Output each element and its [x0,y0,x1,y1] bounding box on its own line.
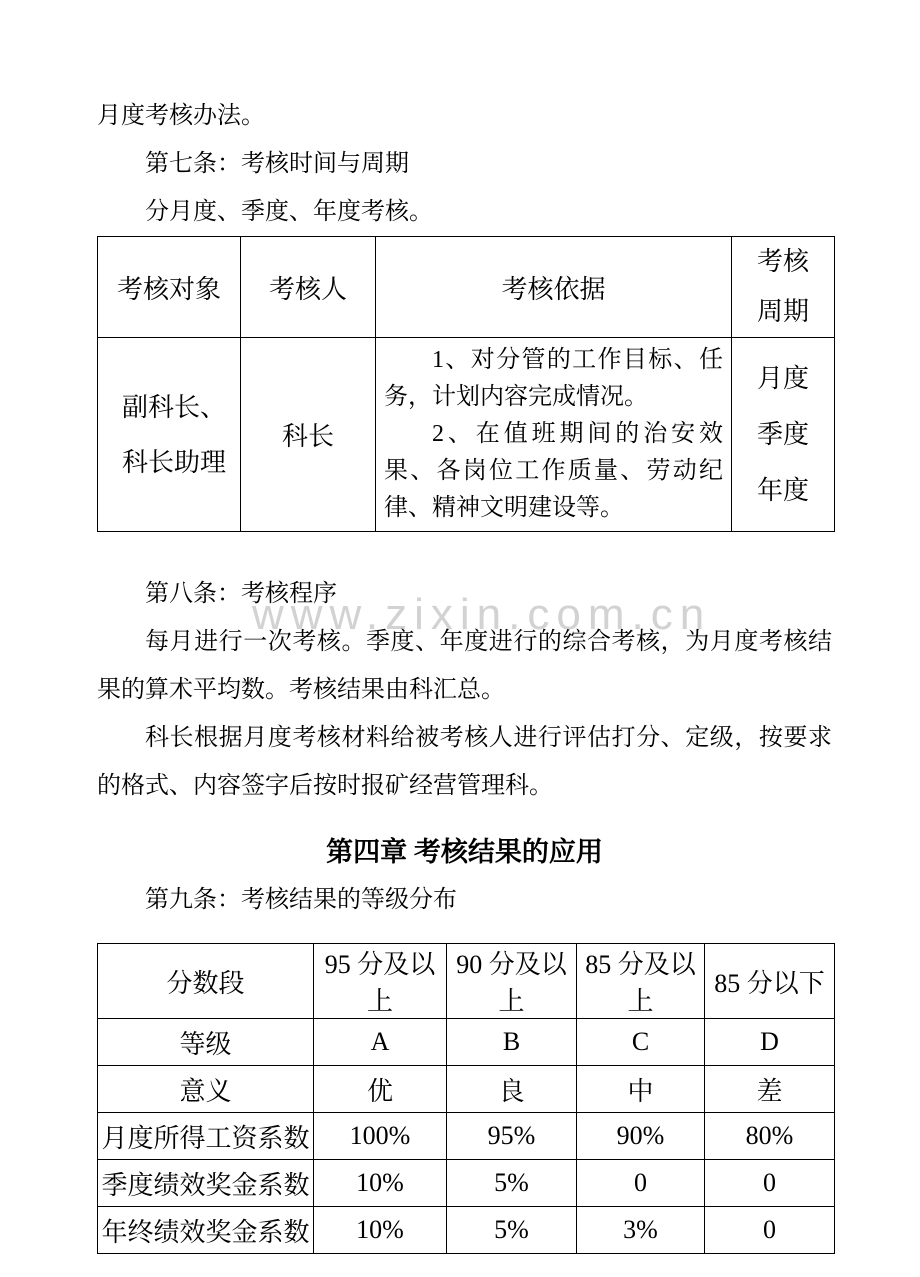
meaning-poor: 差 [705,1066,835,1113]
grade-a: A [314,1019,447,1066]
target-line-1: 副科长、 [122,392,227,422]
wage-coef-c: 90% [577,1113,705,1160]
grade-c: C [577,1019,705,1066]
watermark-text: www.zixin.com.cn [252,590,712,639]
row-label: 月度所得工资系数 [98,1113,314,1160]
table1-cell-basis [376,338,732,532]
meaning-medium: 中 [577,1066,705,1113]
qbonus-coef-d: 0 [705,1160,835,1207]
article7-heading: 第七条：考核时间与周期 [145,151,409,177]
grade-distribution-table [97,943,835,1254]
chapter4-title: 第四章 考核结果的应用 [326,837,603,867]
grade-d: D [705,1019,835,1066]
qbonus-coef-c: 0 [577,1160,705,1207]
band-85-up: 85 分及以上 [577,944,705,1019]
wage-coef-d: 80% [705,1113,835,1160]
table2-corner-header: 分数段 [98,944,314,1019]
article9-heading: 第九条：考核结果的等级分布 [145,887,457,913]
target-line-2: 科长助理 [122,447,227,477]
qbonus-coef-a: 10% [314,1160,447,1207]
table1-cell-cycle [732,338,835,532]
ybonus-coef-c: 3% [577,1207,705,1254]
band-85-down: 85 分以下 [705,944,835,1019]
table1-cell-target [98,338,241,532]
table1-header-row [98,237,835,338]
table2-row-grade [98,1019,835,1066]
document-content [0,92,920,1254]
ybonus-coef-d: 0 [705,1207,835,1254]
row-label: 季度绩效奖金系数 [98,1160,314,1207]
ybonus-coef-a: 10% [314,1207,447,1254]
meaning-excellent: 优 [314,1066,447,1113]
wage-coef-b: 95% [447,1113,577,1160]
article8-para2: 科长根据月度考核材料给被考核人进行评估打分、定级，按要求的格式、内容签字后按时报矿经营管理科。 [97,725,832,799]
cycle-monthly: 月度 [756,363,809,393]
meaning-good: 良 [447,1066,577,1113]
assessment-cycle-table [97,236,835,532]
basis-item-1: 1、对分管的工作目标、任务，计划内容完成情况。 [384,347,723,410]
article7-body: 分月度、季度、年度考核。 [145,199,433,225]
table1-header-assessor: 考核人 [241,237,376,338]
table2-header-row [98,944,835,1019]
table1-header-target: 考核对象 [98,237,241,338]
table1-header-cycle [732,237,835,338]
grade-b: B [447,1019,577,1066]
table2-row-meaning [98,1066,835,1113]
row-label: 年终绩效奖金系数 [98,1207,314,1254]
qbonus-coef-b: 5% [447,1160,577,1207]
band-95-up: 95 分及以上 [314,944,447,1019]
intro-line: 月度考核办法。 [97,103,265,129]
ybonus-coef-b: 5% [447,1207,577,1254]
row-label: 意义 [98,1066,314,1113]
cycle-quarterly: 季度 [756,419,809,449]
table1-header-cycle-text: 考核周期 [756,247,809,326]
article8-heading: 第八条：考核程序 [145,581,337,607]
table2-row-monthly-wage [98,1113,835,1160]
table1-data-row [98,338,835,532]
band-90-up: 90 分及以上 [447,944,577,1019]
row-label: 等级 [98,1019,314,1066]
table1-header-basis: 考核依据 [376,237,732,338]
wage-coef-a: 100% [314,1113,447,1160]
cycle-yearly: 年度 [756,475,809,505]
table2-row-annual-bonus [98,1207,835,1254]
article8-para1: 每月进行一次考核。季度、年度进行的综合考核，为月度考核结果的算术平均数。考核结果由科汇总。 [97,629,832,703]
table2-row-quarterly-bonus [98,1160,835,1207]
basis-item-2: 2、在值班期间的治安效果、各岗位工作质量、劳动纪律、精神文明建设等。 [384,421,723,521]
table1-cell-assessor: 科长 [241,338,376,532]
